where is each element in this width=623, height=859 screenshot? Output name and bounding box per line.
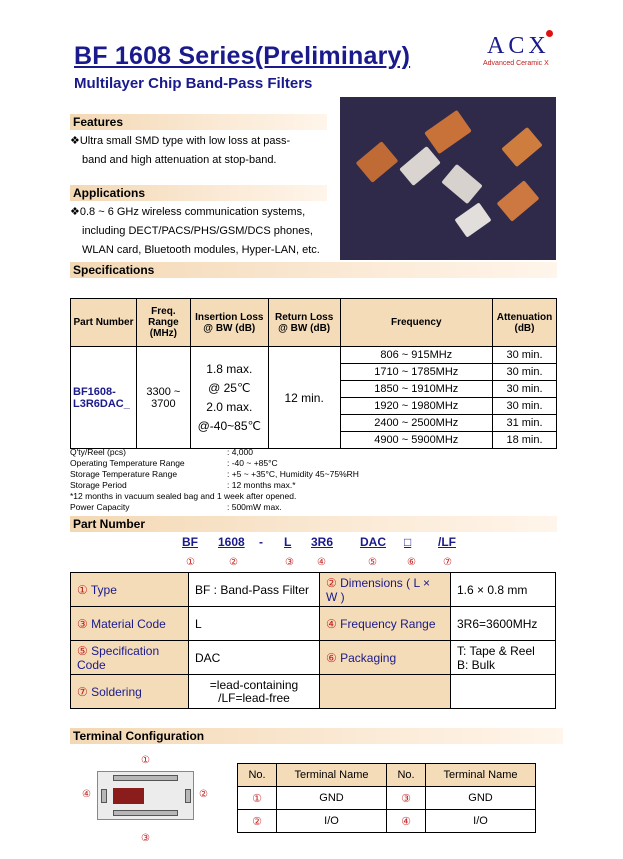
attenuation-frequency: 1850 ~ 1910MHz [340,381,492,398]
code-circle-3: ③ [285,557,294,568]
terminal-no: ④ [387,810,426,833]
logo-text: ACX [487,33,550,59]
company-logo [480,30,570,70]
attenuation-frequency: 1710 ~ 1785MHz [340,364,492,381]
applications-heading: Applications [70,185,327,201]
chip-6 [496,180,539,222]
terminal-col-no: No. [387,764,426,787]
chip-2 [501,127,542,167]
specifications-heading: Specifications [70,262,557,278]
applications-line-1: ❖0.8 ~ 6 GHz wireless communication systems, [70,206,306,218]
part-key: ③ Material Code [71,607,189,641]
applications-line-2: including DECT/PACS/PHS/GSM/DCS phones, [82,225,313,237]
code-dimensions: 1608 [218,535,245,549]
part-key: ② Dimensions ( L × W ) [320,573,451,607]
code-frequency: 3R6 [311,535,334,549]
part-value-empty [451,675,556,709]
insertion-loss-line-3: 2.0 max. [206,399,253,414]
attenuation-value: 31 min. [492,415,556,432]
terminal-name: I/O [277,810,387,833]
part-number-heading: Part Number [70,516,557,532]
terminal-name: GND [426,787,536,810]
part-value: BF : Band-Pass Filter [189,573,320,607]
terminal-name: I/O [426,810,536,833]
part-key: ⑥ Packaging [320,641,451,675]
storage-label: Operating Temperature Range [70,458,185,468]
features-line-1: ❖Ultra small SMD type with low loss at pass- [70,135,291,147]
insertion-loss-line-2: @ 25℃ [208,380,251,395]
storage-value: : 4,000 [227,447,253,457]
features-heading: Features [70,114,327,130]
applications-line-3: WLAN card, Bluetooth modules, Hyper-LAN, etc. [82,244,320,256]
code-circle-5: ⑤ [368,557,377,568]
terminal-pad-top [113,775,178,781]
terminal-label-4: ④ [82,789,91,800]
part-value: =lead-containing /LF=lead-free [189,675,320,709]
attenuation-value: 30 min. [492,364,556,381]
code-type: BF [182,535,198,549]
attenuation-frequency: 806 ~ 915MHz [340,347,492,364]
storage-label: Storage Period [70,480,127,490]
attenuation-frequency: 4900 ~ 5900MHz [340,432,492,449]
logo-subtext: Advanced Ceramic X [483,60,549,67]
chip-7 [454,202,491,237]
attenuation-frequency: 2400 ~ 2500MHz [340,415,492,432]
product-photo [340,97,556,260]
storage-note: *12 months in vacuum sealed bag and 1 week after opened. [70,491,297,501]
spec-part-number: BF1608-L3R6DAC_ [71,347,137,449]
col-return-loss: Return Loss @ BW (dB) [268,299,340,347]
terminal-col-no: No. [238,764,277,787]
storage-value: : 12 months max.* [227,480,296,490]
part-key: ① Type [71,573,189,607]
terminal-no: ② [238,810,277,833]
terminal-diagram [82,752,212,842]
col-part-number: Part Number [71,299,137,347]
terminal-col-name: Terminal Name [426,764,536,787]
col-freq-range: Freq. Range (MHz) [136,299,190,347]
spec-freq-range: 3300 ~ 3700 [136,347,190,449]
part-number-table [70,572,556,709]
col-insertion-loss: Insertion Loss @ BW (dB) [190,299,268,347]
attenuation-value: 30 min. [492,347,556,364]
spec-insertion-loss [190,347,268,449]
part-value: L [189,607,320,641]
terminal-pad-right [185,789,191,803]
terminal-heading: Terminal Configuration [70,728,563,744]
insertion-loss-line-1: 1.8 max. [206,361,253,376]
chip-4 [399,146,441,186]
code-soldering: /LF [438,535,456,549]
storage-label: Power Capacity [70,502,130,512]
terminal-table [237,763,536,833]
terminal-col-name: Terminal Name [277,764,387,787]
storage-label: Storage Temperature Range [70,469,178,479]
part-key: ⑤ Specification Code [71,641,189,675]
attenuation-value: 30 min. [492,381,556,398]
terminal-no: ① [238,787,277,810]
insertion-loss-line-4: @-40~85℃ [197,418,261,433]
terminal-name: GND [277,787,387,810]
terminal-label-3: ③ [141,833,150,844]
col-frequency: Frequency [340,299,492,347]
chip-3 [356,141,399,183]
page-subtitle: Multilayer Chip Band-Pass Filters [74,75,313,92]
chip-5 [441,164,482,204]
terminal-pad-left [101,789,107,803]
code-specification: DAC [360,535,386,549]
specifications-table [70,298,557,449]
part-key: ⑦ Soldering [71,675,189,709]
chip-1 [424,110,472,154]
chip-mark [113,788,144,804]
features-line-2: band and high attenuation at stop-band. [82,154,277,166]
attenuation-value: 30 min. [492,398,556,415]
part-value: DAC [189,641,320,675]
code-separator: - [259,535,263,549]
storage-value: : -40 ~ +85°C [227,458,278,468]
terminal-label-2: ② [199,789,208,800]
code-circle-2: ② [229,557,238,568]
code-circle-7: ⑦ [443,557,452,568]
chip-body [97,771,194,820]
part-value: 3R6=3600MHz [451,607,556,641]
code-circle-6: ⑥ [407,557,416,568]
terminal-no: ③ [387,787,426,810]
part-key: ④ Frequency Range [320,607,451,641]
attenuation-value: 18 min. [492,432,556,449]
attenuation-frequency: 1920 ~ 1980MHz [340,398,492,415]
code-circle-1: ① [186,557,195,568]
storage-value: : 500mW max. [227,502,282,512]
page-title: BF 1608 Series(Preliminary) [74,42,411,70]
terminal-label-1: ① [141,755,150,766]
terminal-pad-bottom [113,810,178,816]
col-attenuation: Attenuation (dB) [492,299,556,347]
part-value: 1.6 × 0.8 mm [451,573,556,607]
part-value: T: Tape & Reel B: Bulk [451,641,556,675]
code-packaging: □ [404,535,412,549]
code-circle-4: ④ [317,557,326,568]
storage-label: Q'ty/Reel (pcs) [70,447,126,457]
storage-value: : +5 ~ +35°C, Humidity 45~75%RH [227,469,359,479]
code-material: L [284,535,292,549]
spec-return-loss: 12 min. [268,347,340,449]
part-key-empty [320,675,451,709]
